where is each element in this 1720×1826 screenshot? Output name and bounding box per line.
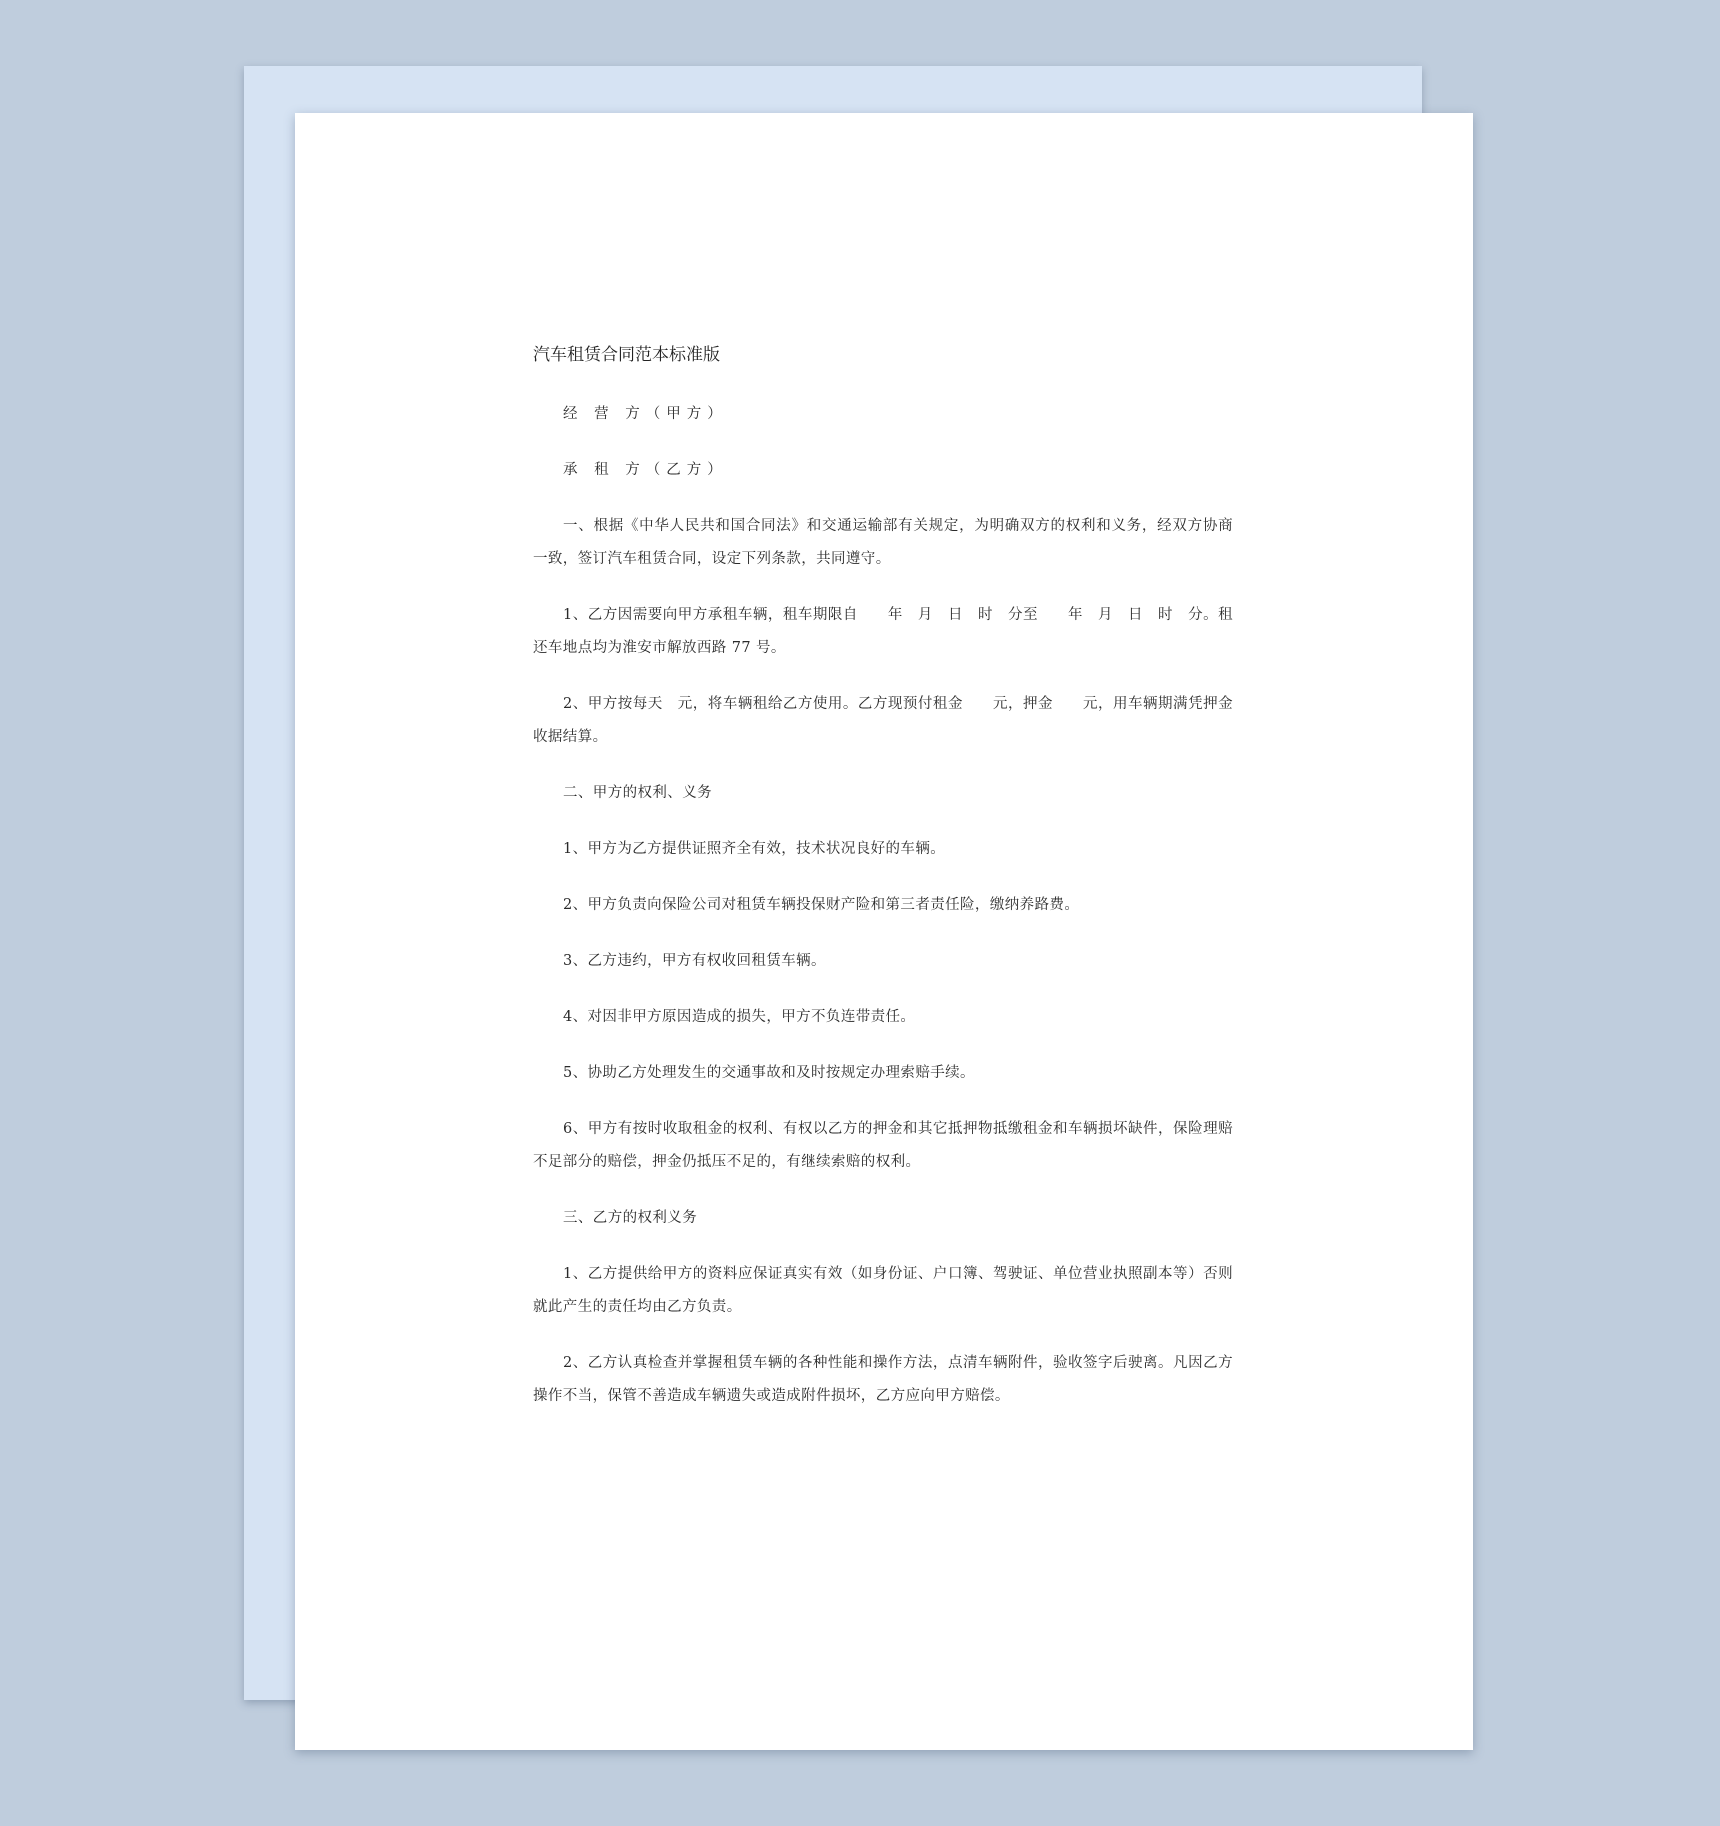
section-1-intro: 一、根据《中华人民共和国合同法》和交通运输部有关规定，为明确双方的权利和义务，经双方协商一致，签订汽车租赁合同，设定下列条款，共同遵守。 bbox=[533, 518, 1233, 567]
party-b-line: 承 租 方（乙方） bbox=[563, 462, 728, 478]
clause-3-2: 2、乙方认真检查并掌握租赁车辆的各种性能和操作方法，点清车辆附件，验收签字后驶离。凡因乙方操作不当，保管不善造成车辆遗失或造成附件损坏，乙方应向甲方赔偿。 bbox=[533, 1355, 1233, 1404]
clause-1-2: 2、甲方按每天 元，将车辆租给乙方使用。乙方现预付租金 元，押金 元，用车辆期满凭押金收据结算。 bbox=[533, 696, 1233, 745]
clause-2-2: 2、甲方负责向保险公司对租赁车辆投保财产险和第三者责任险，缴纳养路费。 bbox=[563, 897, 1080, 913]
clause-2-6: 6、甲方有按时收取租金的权利、有权以乙方的押金和其它抵押物抵缴租金和车辆损坏缺件，保险理赔不足部分的赔偿，押金仍抵压不足的，有继续索赔的权利。 bbox=[533, 1121, 1233, 1170]
document-title: 汽车租赁合同范本标准版 bbox=[533, 345, 720, 365]
document-body bbox=[533, 343, 1233, 1436]
clause-1-1: 1、乙方因需要向甲方承租车辆，租车期限自 年 月 日 时 分至 年 月 日 时 分。租还车地点均为淮安市解放西路 77 号。 bbox=[533, 607, 1233, 656]
clause-2-1: 1、甲方为乙方提供证照齐全有效，技术状况良好的车辆。 bbox=[563, 841, 946, 857]
clause-2-3: 3、乙方违约，甲方有权收回租赁车辆。 bbox=[563, 953, 826, 969]
clause-2-4: 4、对因非甲方原因造成的损失，甲方不负连带责任。 bbox=[563, 1009, 916, 1025]
section-3-heading: 三、乙方的权利义务 bbox=[563, 1210, 698, 1226]
party-a-line: 经 营 方（甲方） bbox=[563, 406, 728, 422]
section-2-heading: 二、甲方的权利、义务 bbox=[563, 785, 712, 801]
clause-2-5: 5、协助乙方处理发生的交通事故和及时按规定办理索赔手续。 bbox=[563, 1065, 975, 1081]
front-page-sheet bbox=[295, 113, 1473, 1750]
clause-3-1: 1、乙方提供给甲方的资料应保证真实有效（如身份证、户口簿、驾驶证、单位营业执照副本等）否则就此产生的责任均由乙方负责。 bbox=[533, 1266, 1233, 1315]
